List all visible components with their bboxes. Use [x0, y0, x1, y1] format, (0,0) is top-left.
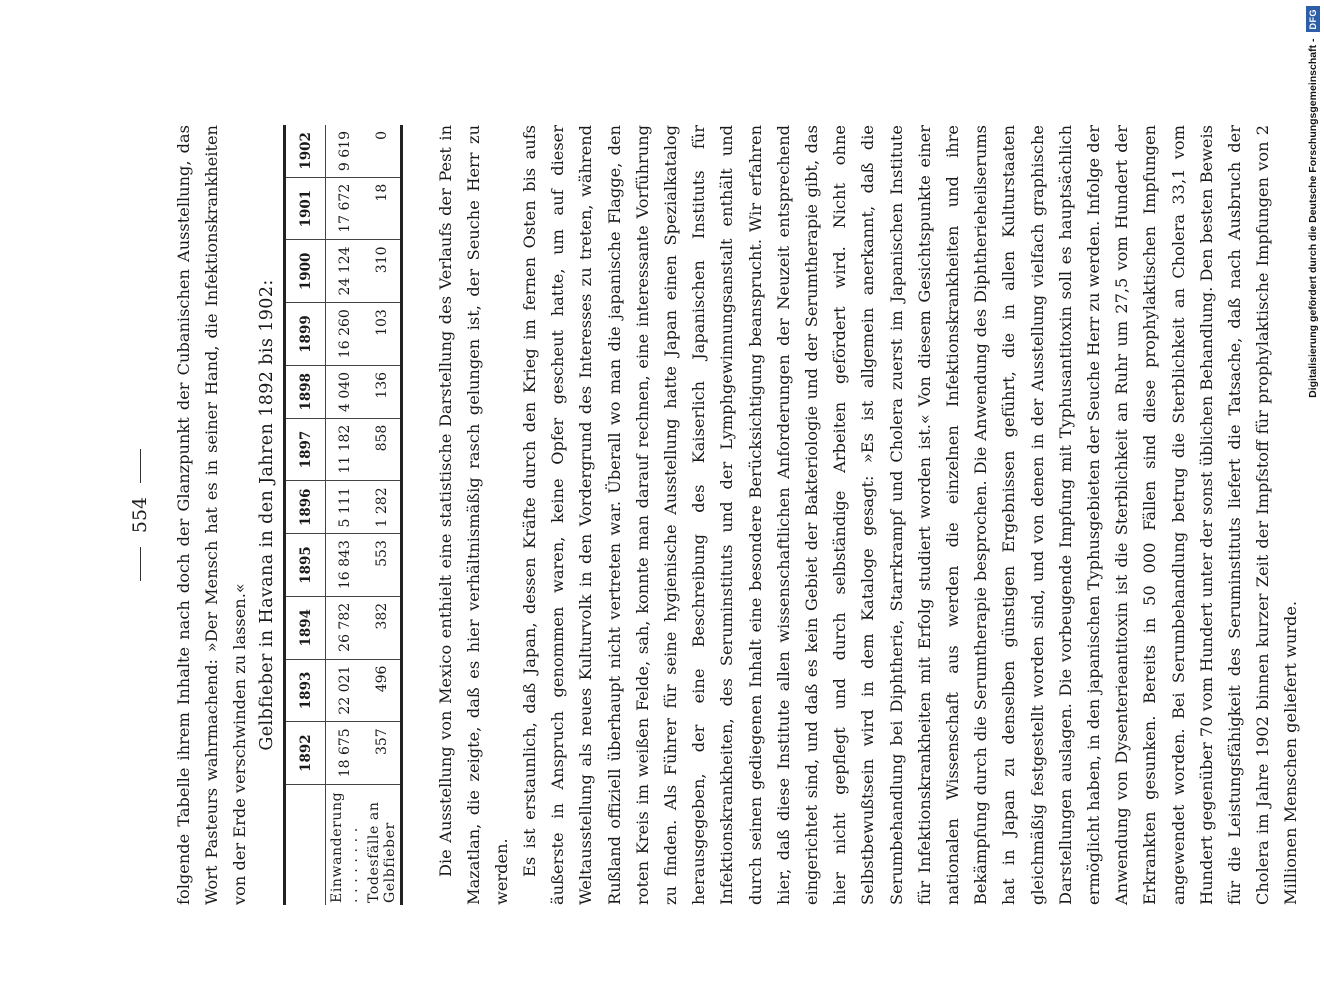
table-row — [326, 125, 364, 905]
table-header-row — [285, 125, 326, 905]
intro-paragraph: folgende Tabelle ihrem Inhalte nach doch der Glanzpunkt der Cubanischen Ausstellung, das Wort Pasteurs wahrmachend: »Der Mensch hat es in seiner Hand, die Infektionskrankheiten von der Erde verschwinden zu lassen.« — [174, 125, 250, 905]
header-rule-left — [140, 547, 141, 581]
table-cell: 18 — [363, 177, 402, 240]
table-cell: 553 — [363, 534, 402, 597]
table-cell: 16 260 — [326, 303, 364, 366]
credit-strip-content — [1304, 6, 1322, 994]
statistics-table — [283, 125, 403, 905]
digitization-credit-strip — [1304, 6, 1322, 994]
year-header: 1898 — [285, 365, 326, 418]
table-cell: 24 124 — [326, 240, 364, 303]
body-paragraph: Die Ausstellung von Mexico enthielt eine statistische Darstellung des Verlaufs der Pest in Mazatlan, die zeigte, daß es hier verhältnismäßig rasch gelungen ist, der Seuche Herr zu werden. — [436, 125, 512, 905]
dfg-logo: DFG — [1306, 6, 1320, 33]
table-cell: 382 — [363, 596, 402, 659]
year-header: 1897 — [285, 418, 326, 481]
year-header: 1900 — [285, 240, 326, 303]
row-label: Todesfälle an Gelbfieber — [363, 785, 402, 906]
year-header: 1894 — [285, 596, 326, 659]
table-cell: 858 — [363, 418, 402, 481]
body-paragraph: Es ist erstaunlich, daß Japan, dessen Kräfte durch den Krieg im fernen Osten bis aufs äußerste in Anspruch genommen waren, keine Opfer gescheut hatte, um auf dieser Weltausstellung als neues Kulturvolk in den Vordergrund des Interesses zu treten, während Rußland offiziell überhaupt nicht vertreten war. Überall wo man die japanische Flagge, den roten Kreis im weißen Felde, sah, konnte man darauf rechnen, eine interessante Vorführung zu finden. Als Führer für seine hygienische Ausstellung hatte Japan einen Spezialkatalog herausgegeben, der eine Beschreibung des Kaiserlich Japanischen Instituts für Infektionskrankheiten, des Seruminstituts und der Lymphgewinnungsanstalt enthält und durch seinen gediegenen Inhalt eine besondere Berücksichtigung beansprucht. Wir erfahren hier, daß diese Institute allen wissenschaftlichen Anforderungen der Neuzeit entsprechend eingerichtet sind, und daß es kein Gebiet der Bakteriologie und der Serumtherapie gibt, das hier nicht gepflegt und durch selbständige Arbeiten gefördert wird. Nicht ohne Selbstbewußtsein wird in dem Kataloge gesagt: »Es ist allgemein anerkannt, daß die Serumbehandlung bei Diphtherie, Starrkrampf und Cholera zuerst im Japanischen Institute für Infektionskrankheiten mit Erfolg studiert worden ist.« Von diesem Gesichtspunkte einer nationalen Wissenschaft aus werden die einzelnen Infektionskrankheiten und ihre Bekämpfung durch die Serumtherapie besprochen. Die Anwendung des Diphtherieheilserums hat in Japan zu denselben günstigen Ergebnissen geführt, die in allen Kulturstaaten gleichmäßig festgestellt worden sind, und von denen in der Ausstellung vielfach graphische Darstellungen auslagen. Die vorbeugende Impfung mit Typhusantitoxin soll es hauptsächlich ermöglicht haben, in den japanischen Typhusgebieten der Seuche Herr zu werden. Infolge der Anwendung von Dysenterieantitoxin ist die Sterblichkeit an Ruhr um 27,5 vom Hundert der Erkrankten gesunken. Bereits in 50 000 Fällen sind diese prophylaktischen Impfungen angewendet worden. Bei Serumbehandlung betrug die Sterblichkeit an Cholera 33,1 vom Hundert gegenüber 70 vom Hundert unter der sonst üblichen Behandlung. Den besten Beweis für die Leistungsfähigkeit des Seruminstituts liefert die Tatsache, daß nach Ausbruch der Cholera im Jahre 1902 binnen kurzer Zeit der Impfstoff für prophylaktische Impfungen von 2 Millionen Menschen geliefert wurde. — [520, 125, 1301, 905]
year-header: 1893 — [285, 659, 326, 722]
table-cell: 1 282 — [363, 481, 402, 534]
year-header: 1899 — [285, 303, 326, 366]
table-cell: 26 782 — [326, 596, 364, 659]
table-cell: 496 — [363, 659, 402, 722]
table-cell: 4 040 — [326, 365, 364, 418]
statistics-table-wrapper — [283, 125, 415, 905]
table-cell: 22 021 — [326, 659, 364, 722]
table-cell: 18 675 — [326, 722, 364, 785]
table-header-blank — [285, 785, 326, 906]
table-cell: 0 — [363, 125, 402, 177]
table-cell: 103 — [363, 303, 402, 366]
year-header: 1892 — [285, 722, 326, 785]
year-header: 1895 — [285, 534, 326, 597]
header-rule-right — [140, 449, 141, 483]
page-number: 554 — [129, 496, 151, 534]
row-label: Einwanderung . . . . . . . . — [328, 791, 361, 903]
table-cell: 9 619 — [326, 125, 364, 177]
table-cell: 16 843 — [326, 534, 364, 597]
table-cell: 357 — [363, 722, 402, 785]
table-cell: 11 182 — [326, 418, 364, 481]
year-header: 1901 — [285, 177, 326, 240]
table-cell: 310 — [363, 240, 402, 303]
table-row — [363, 125, 402, 905]
table-cell: 136 — [363, 365, 402, 418]
digitization-credit-text: Digitalisierung gefördert durch die Deutsche Forschungsgemeinschaft - — [1307, 38, 1319, 398]
table-cell: 5 111 — [326, 481, 364, 534]
year-header: 1902 — [285, 125, 326, 177]
table-cell: 17 672 — [326, 177, 364, 240]
year-header: 1896 — [285, 481, 326, 534]
page-header — [117, 125, 163, 905]
table-title: Gelbfieber in Havana in den Jahren 1892 bis 1902: — [257, 279, 277, 751]
